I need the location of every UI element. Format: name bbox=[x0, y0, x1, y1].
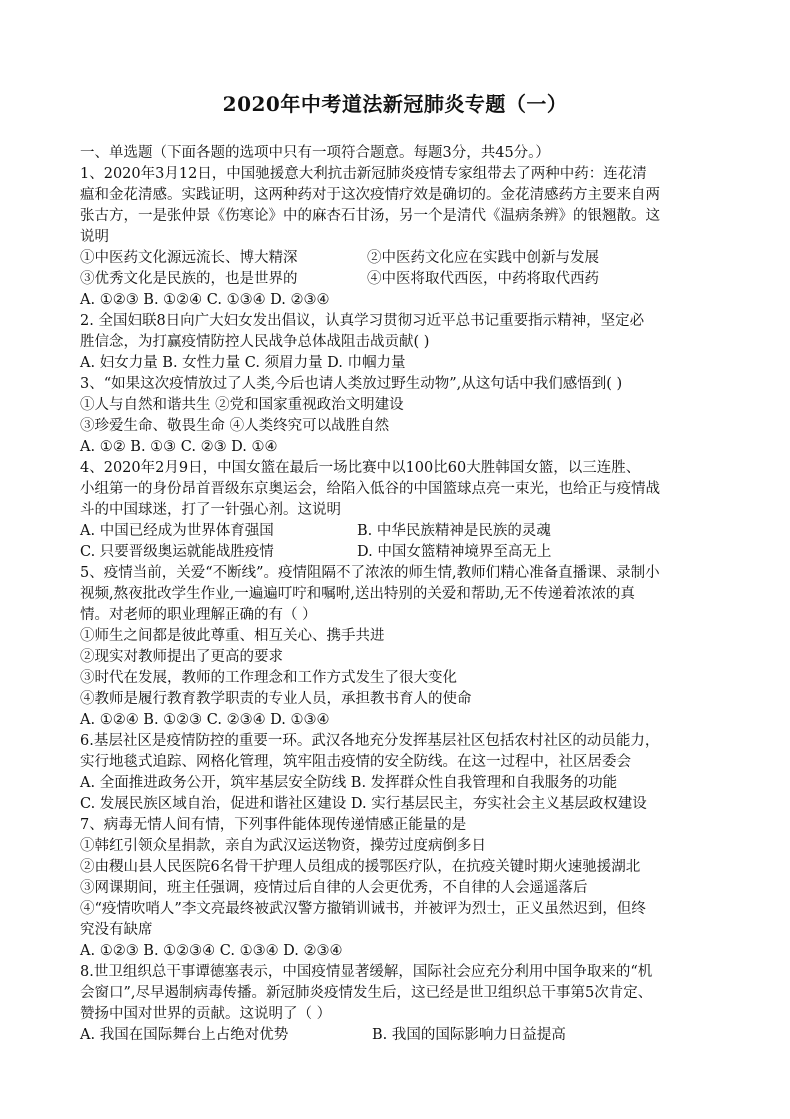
q4-option-b: B. 中华民族精神是民族的灵魂 bbox=[357, 523, 551, 539]
page-title: 2020年中考道法新冠肺炎专题（一） bbox=[222, 92, 568, 116]
q6-options-a-b: A. 全面推进政务公开，筑牢基层安全防线 B. 发挥群众性自我管理和自我服务的功能 bbox=[80, 775, 618, 791]
q5-statement-4: ④教师是履行教育教学职责的专业人员，承担教书育人的使命 bbox=[80, 691, 472, 707]
q8-option-a: A. 我国在国际舞台上占绝对优势 bbox=[80, 1027, 289, 1043]
q1-stem-line-4: 说明 bbox=[80, 229, 109, 245]
q8-stem-line-2: 会窗口”,尽早遏制病毒传播。新冠肺炎疫情发生后，这已经是世卫组织总干事第5次肯定、 bbox=[80, 985, 653, 1001]
q4-stem-line-2: 小组第一的身份昂首晋级东京奥运会，给陷入低谷的中国篮球点亮一束光，也给正与疫情战 bbox=[80, 481, 660, 497]
q8-stem-line-1: 8.世卫组织总干事谭德塞表示，中国疫情显著缓解，国际社会应充分利用中国争取来的“机 bbox=[80, 964, 653, 980]
q2-stem-line-1: 2. 全国妇联8日向广大妇女发出倡议，认真学习贯彻习近平总书记重要指示精神，坚定必 bbox=[80, 313, 645, 329]
q5-statement-1: ①师生之间都是彼此尊重、相互关心、携手共进 bbox=[80, 628, 385, 644]
q1-statement-3: ③优秀文化是民族的，也是世界的 bbox=[80, 271, 298, 287]
q3-stem: 3、“如果这次疫情放过了人类,今后也请人类放过野生动物”,从这句话中我们感悟到( ) bbox=[80, 376, 623, 392]
q4-option-a: A. 中国已经成为世界体育强国 bbox=[80, 523, 274, 539]
q5-stem-line-3: 情。对老师的职业理解正确的有（ ） bbox=[80, 607, 317, 623]
q5-stem-line-2: 视频,熬夜批改学生作业,一遍遍叮咛和嘱咐,送出特别的关爱和帮助,无不传递着浓浓的真 bbox=[80, 586, 635, 602]
q4-stem-line-1: 4、2020年2月9日，中国女篮在最后一场比赛中以100比60大胜韩国女篮，以三连胜、 bbox=[80, 460, 641, 476]
q6-options-c-d: C. 发展民族区域自治，促进和谐社区建设 D. 实行基层民主，夯实社会主义基层政权建设 bbox=[80, 796, 647, 812]
q1-stem-line-1: 1、2020年3月12日，中国驰援意大利抗击新冠肺炎疫情专家组带去了两种中药：连花清 bbox=[80, 166, 647, 182]
q1-stem-line-2: 瘟和金花清感。实践证明，这两种药对于这次疫情疗效是确切的。金花清感药方主要来自两 bbox=[80, 187, 660, 203]
q7-statement-1: ①韩红引领众星捐款，亲自为武汉运送物资，操劳过度病倒多日 bbox=[80, 838, 486, 854]
q7-statement-4-line-2: 究没有缺席 bbox=[80, 922, 153, 938]
q1-statement-4: ④中医将取代西医，中药将取代西药 bbox=[367, 271, 599, 287]
q2-answer-options: A. 妇女力量 B. 女性力量 C. 须眉力量 D. 巾帼力量 bbox=[80, 355, 406, 371]
q1-answer-options: A. ①②③ B. ①②④ C. ①③④ D. ②③④ bbox=[80, 292, 330, 308]
q5-statement-3: ③时代在发展，教师的工作理念和工作方式发生了很大变化 bbox=[80, 670, 457, 686]
q5-stem-line-1: 5、疫情当前，关爱“不断线”。疫情阻隔不了浓浓的师生情,教师们精心准备直播课、录制小 bbox=[80, 565, 660, 581]
q7-statement-2: ②由稷山县人民医院6名骨干护理人员组成的援鄂医疗队，在抗疫关键时期火速驰援湖北 bbox=[80, 859, 641, 875]
q8-option-b: B. 我国的国际影响力日益提高 bbox=[372, 1027, 566, 1043]
q1-statement-2: ②中医药文化应在实践中创新与发展 bbox=[367, 250, 599, 266]
q3-statements-3-4: ③珍爱生命、敬畏生命 ④人类终究可以战胜自然 bbox=[80, 418, 390, 434]
q3-statements-1-2: ①人与自然和谐共生 ②党和国家重视政治文明建设 bbox=[80, 397, 404, 413]
q1-statement-1: ①中医药文化源远流长、博大精深 bbox=[80, 250, 298, 266]
q4-option-c: C. 只要晋级奥运就能战胜疫情 bbox=[80, 544, 274, 560]
q5-statement-2: ②现实对教师提出了更高的要求 bbox=[80, 649, 283, 665]
q2-stem-line-2: 胜信念，为打赢疫情防控人民战争总体战阻击战贡献( ) bbox=[80, 334, 430, 350]
q7-stem: 7、病毒无情人间有情，下列事件能体现传递情感正能量的是 bbox=[80, 817, 467, 833]
q6-stem-line-2: 实行地毯式追踪、网格化管理，筑牢阻击疫情的安全防线。在这一过程中，社区居委会 bbox=[80, 754, 631, 770]
q7-statement-4-line-1: ④“疫情吹哨人”李文亮最终被武汉警方撤销训诫书，并被评为烈士，正义虽然迟到，但终 bbox=[80, 901, 646, 917]
q4-stem-line-3: 斗的中国球迷，打了一针强心剂。这说明 bbox=[80, 502, 341, 518]
q4-option-d: D. 中国女篮精神境界至高无上 bbox=[357, 544, 552, 560]
q8-stem-line-3: 赞扬中国对世界的贡献。这说明了（ ） bbox=[80, 1006, 332, 1022]
q5-answer-options: A. ①②④ B. ①②③ C. ②③④ D. ①③④ bbox=[80, 712, 330, 728]
q6-stem-line-1: 6.基层社区是疫情防控的重要一环。武汉各地充分发挥基层社区包括农村社区的动员能力， bbox=[80, 733, 660, 749]
q7-statement-3: ③网课期间，班主任强调，疫情过后自律的人会更优秀，不自律的人会遥遥落后 bbox=[80, 880, 588, 896]
section-heading: 一、单选题（下面各题的选项中只有一项符合题意。每题3分，共45分。） bbox=[80, 145, 550, 161]
q1-stem-line-3: 张古方，一是张仲景《伤寒论》中的麻杏石甘汤，另一个是清代《温病条辨》的银翘散。这 bbox=[80, 208, 660, 224]
q3-answer-options: A. ①② B. ①③ C. ②③ D. ①④ bbox=[80, 439, 278, 455]
q7-answer-options: A. ①②③ B. ①②③④ C. ①③④ D. ②③④ bbox=[80, 943, 343, 959]
